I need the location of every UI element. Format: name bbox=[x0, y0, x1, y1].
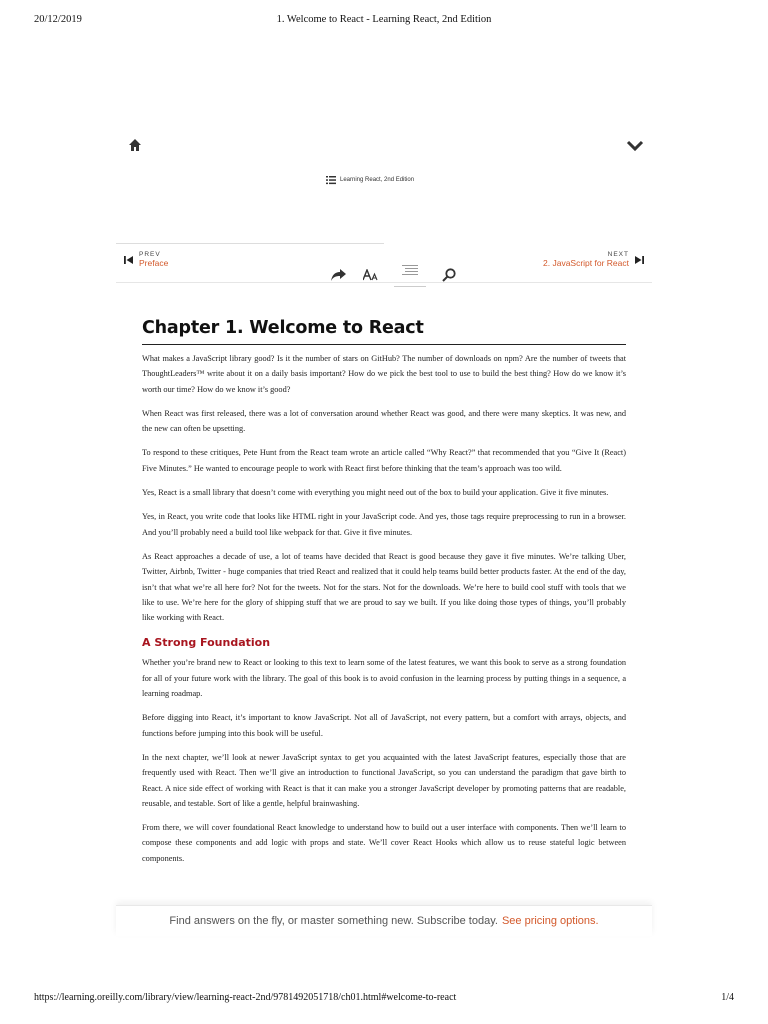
chapter-title: Chapter 1. Welcome to React bbox=[142, 318, 626, 345]
print-url: https://learning.oreilly.com/library/view/learning-react-2nd/9781492051718/ch01.html#welcome-to-react bbox=[34, 992, 457, 1003]
paragraph: Yes, React is a small library that doesn’t come with everything you might need out of the box to build your application. Give it five minutes. bbox=[142, 488, 609, 498]
next-link-text[interactable]: 2. JavaScript for React bbox=[543, 258, 629, 268]
book-title: Learning React, 2nd Edition bbox=[340, 177, 415, 183]
book-toc-link[interactable] bbox=[326, 174, 414, 186]
font-size-icon bbox=[363, 269, 379, 281]
paragraph: Before digging into React, it’s important to know JavaScript. Not all of JavaScript, not every pattern, but a comfort with arrays, objects, and functions before jumping into this book will be useful. bbox=[142, 713, 626, 738]
print-date: 20/12/2019 bbox=[34, 14, 82, 25]
paragraph: Whether you’re brand new to React or looking to this text to learn some of the latest features, we want this book to serve as a strong foundation for all of your future work with the library. The goal of this book is to avoid confusion in the learning process by putting things in a sequence, a learning roadmap. bbox=[142, 658, 626, 699]
paragraph: Yes, in React, you write code that looks like HTML right in your JavaScript code. And yes, those tags require preprocessing to run in a browser. And you’ll probably need a build tool like webpack for that. Give it five minutes. bbox=[142, 512, 626, 537]
nav-divider bbox=[116, 243, 384, 244]
header-divider bbox=[116, 282, 652, 283]
page-number: 1/4 bbox=[721, 992, 734, 1003]
chevron-down-icon[interactable] bbox=[626, 140, 644, 152]
chapter-content bbox=[142, 318, 626, 875]
paragraph: To respond to these critiques, Pete Hunt from the React team wrote an article called “Why React?” that recommended that you “Give It (React) Five Minutes.” He wanted to encourage people to work with React first before thinking that the team’s approach was too wild. bbox=[142, 448, 626, 473]
search-icon bbox=[442, 268, 456, 282]
prev-label: PREV bbox=[139, 251, 161, 258]
print-header bbox=[34, 14, 734, 30]
section-title: A Strong Foundation bbox=[142, 636, 271, 650]
next-label: NEXT bbox=[607, 251, 629, 258]
share-icon bbox=[331, 269, 347, 281]
prev-link-text[interactable]: Preface bbox=[139, 258, 169, 268]
subscription-banner bbox=[116, 905, 652, 936]
prev-chapter-link[interactable] bbox=[124, 251, 168, 268]
skip-forward-icon bbox=[635, 255, 644, 265]
paragraph: From there, we will cover foundational React knowledge to understand how to build out a user interface with components. Then we’ll learn to compose these components and add logic with props and state. We’ll cover React Hooks which allow us to reuse stateful logic between components. bbox=[142, 823, 626, 863]
banner-text: Find answers on the fly, or master something new. Subscribe today. bbox=[169, 915, 498, 927]
search-button[interactable] bbox=[440, 267, 458, 283]
font-size-button[interactable] bbox=[362, 267, 380, 283]
print-title: 1. Welcome to React - Learning React, 2nd Edition bbox=[276, 14, 492, 25]
paragraph: What makes a JavaScript library good? Is it the number of stars on GitHub? The number of downloads on npm? Are the number of tweets that ThoughtLeaders™ write about it on a daily basis important? How do we pick the best tool to use to build the best thing? How do we know it’s worth our time? How do we know it’s good? bbox=[142, 354, 626, 394]
table-of-contents-button[interactable] bbox=[394, 262, 426, 287]
home-icon[interactable] bbox=[128, 138, 142, 152]
reader-toolbar bbox=[330, 262, 458, 287]
pricing-link[interactable]: See pricing options. bbox=[501, 915, 599, 927]
table-of-contents-icon bbox=[402, 264, 418, 276]
paragraph: When React was first released, there was a lot of conversation around whether React was good, and there were many skeptics. It was new, and the new can often be upsetting. bbox=[142, 408, 626, 434]
list-icon bbox=[326, 175, 336, 185]
next-chapter-link[interactable] bbox=[543, 251, 644, 268]
paragraph: As React approaches a decade of use, a lot of teams have decided that React is good because they gave it five minutes. We’re talking Uber, Twitter, Airbnb, Twitter - huge companies that tried React and realized that it could help teams build better products faster. At the end of the day, isn’t that what we’re all here for? Not for the tweets. Not for the stars. Not for the downloads. We’re here to build cool stuff with tools that we like to use. We’re here for the glory of shipping stuff that we are proud to say we built. If you like doing those types of things, you’ll probably like working with React. bbox=[142, 551, 626, 623]
paragraph: In the next chapter, we’ll look at newer JavaScript syntax to get you acquainted with the latest JavaScript features, especially those that are frequently used with React. Then we’ll give an introduction to functional JavaScript, so you can understand the paradigm that gave birth to React. A nice side effect of working with React is that it can make you a stronger JavaScript developer by promoting patterns that are readable, reusable, and testable. Sort of like a gentle, helpful brainwashing. bbox=[142, 752, 626, 808]
share-button[interactable] bbox=[330, 267, 348, 283]
print-footer bbox=[34, 992, 734, 1006]
skip-back-icon bbox=[124, 255, 133, 265]
